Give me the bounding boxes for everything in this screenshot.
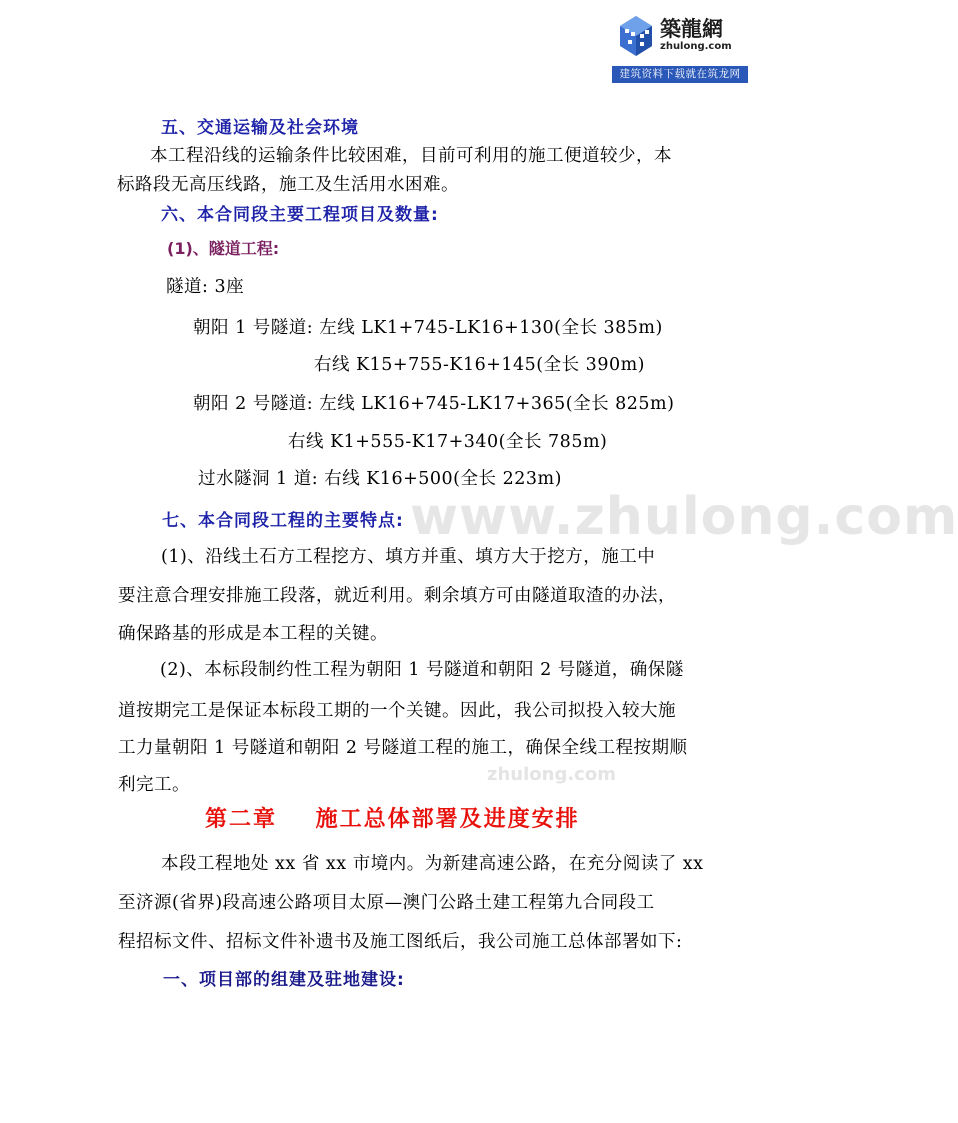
chapter2-subheading: 一、项目部的组建及驻地建设: [163, 970, 405, 990]
tunnel-line: 右线 K1+555-K17+340(全长 785m) [288, 432, 608, 452]
chapter2-para-line: 本段工程地处 xx 省 xx 市境内。为新建高速公路，在充分阅读了 xx [161, 854, 704, 874]
logo-title: 築龍網 [660, 16, 723, 41]
section7-p2-line: 道按期完工是保证本标段工期的一个关键。因此，我公司拟投入较大施 [118, 701, 676, 721]
section7-p2-line: (2)、本标段制约性工程为朝阳 1 号隧道和朝阳 2 号隧道，确保隧 [160, 660, 684, 680]
section7-p1-line: 确保路基的形成是本工程的关键。 [118, 624, 388, 644]
section6-heading: 六、本合同段主要工程项目及数量: [161, 205, 439, 225]
logo-cube-icon [616, 12, 656, 62]
section6-subheading: (1)、隧道工程: [167, 239, 280, 258]
chapter2-title: 第二章 施工总体部署及进度安排 [205, 807, 580, 832]
section7-p2-line: 工力量朝阳 1 号隧道和朝阳 2 号隧道工程的施工，确保全线工程按期顺 [118, 738, 688, 758]
watermark-large: www.zhulong.com [410, 487, 958, 547]
section5-para-line2: 标路段无高压线路，施工及生活用水困难。 [117, 175, 459, 195]
tunnel-line: 过水隧洞 1 道: 右线 K16+500(全长 223m) [198, 469, 562, 489]
section5-heading: 五、交通运输及社会环境 [161, 118, 359, 138]
tunnel-line: 朝阳 1 号隧道: 左线 LK1+745-LK16+130(全长 385m) [193, 318, 663, 338]
chapter2-para-line: 程招标文件、招标文件补遗书及施工图纸后，我公司施工总体部署如下: [118, 932, 683, 952]
zhulong-logo [612, 8, 748, 84]
section7-p1-line: 要注意合理安排施工段落，就近利用。剩余填方可由隧道取渣的办法， [118, 586, 676, 606]
chapter2-para-line: 至济源(省界)段高速公路项目太原—澳门公路土建工程第九合同段工 [118, 893, 655, 913]
section7-p2-line: 利完工。 [118, 775, 190, 795]
tunnel-line: 朝阳 2 号隧道: 左线 LK16+745-LK17+365(全长 825m) [193, 394, 675, 414]
section5-para-line1: 本工程沿线的运输条件比较困难，目前可利用的施工便道较少，本 [150, 146, 672, 166]
section7-p1-line: (1)、沿线土石方工程挖方、填方并重、填方大于挖方，施工中 [161, 547, 656, 567]
watermark-small: zhulong.com [487, 764, 616, 785]
logo-url: zhulong.com [660, 41, 732, 52]
logo-tagline: 建筑资料下载就在筑龙网 [612, 66, 748, 83]
tunnel-line: 右线 K15+755-K16+145(全长 390m) [314, 355, 646, 375]
tunnel-count: 隧道: 3座 [166, 277, 245, 297]
section7-heading: 七、本合同段工程的主要特点: [162, 511, 404, 531]
